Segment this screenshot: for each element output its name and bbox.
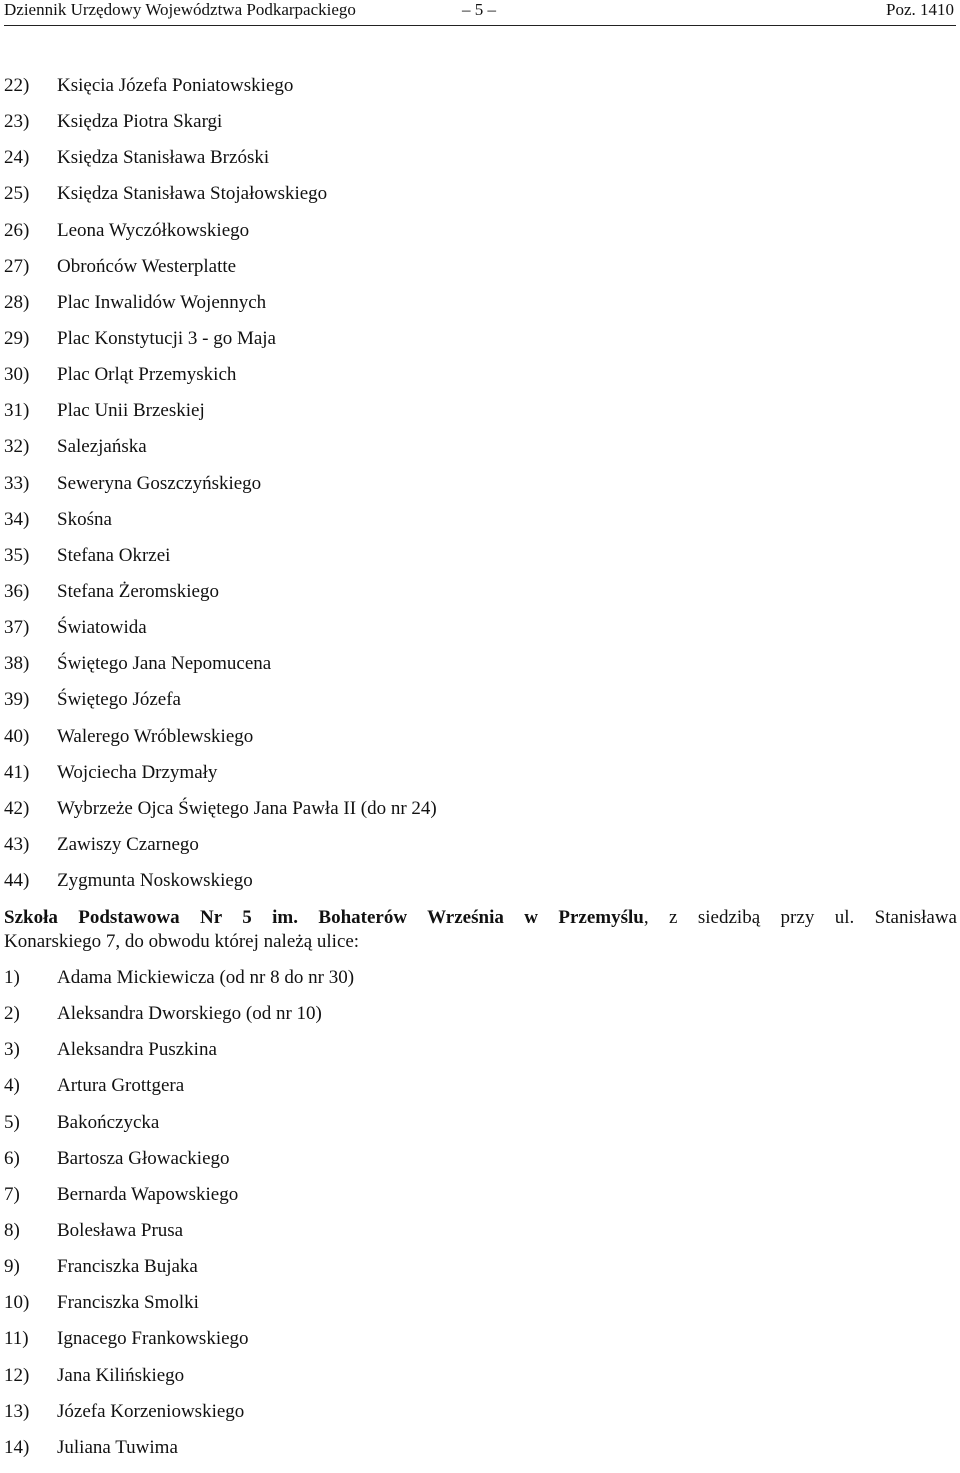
item-number: 25) [4,183,30,205]
item-number: 3) [4,1039,20,1061]
street-list-item [4,726,954,762]
street-list-item [4,1112,954,1148]
street-list-item [4,1039,954,1075]
street-name: Obrońców Westerplatte [57,255,237,277]
street-name: Księdza Stanisława Stojałowskiego [57,183,328,205]
street-name: Księdza Piotra Skargi [57,111,223,133]
street-list-item [4,870,954,906]
street-list-item [4,967,954,1003]
street-list-item [4,400,954,436]
item-number: 9) [4,1256,20,1278]
street-list-item [4,1437,954,1473]
street-list-item [4,1256,954,1292]
street-list-item [4,653,954,689]
street-list-item [4,220,954,256]
street-list-item [4,545,954,581]
item-number: 10) [4,1292,30,1314]
street-list-item [4,256,954,292]
item-number: 34) [4,508,30,530]
street-name: Aleksandra Dworskiego (od nr 10) [57,1003,322,1025]
street-name: Księdza Stanisława Brzóski [57,147,270,169]
item-number: 35) [4,544,30,566]
street-name: Franciszka Smolki [57,1292,199,1314]
street-name: Wojciecha Drzymały [57,761,218,783]
school-paragraph-line1 [4,906,957,930]
street-name: Bartosza Głowackiego [57,1147,230,1169]
street-list-item [4,1220,954,1256]
street-name: Franciszka Bujaka [57,1256,198,1278]
street-list-item [4,1365,954,1401]
item-number: 32) [4,436,30,458]
street-name: Świętego Jana Nepomucena [57,653,272,675]
street-list-item [4,364,954,400]
item-number: 24) [4,147,30,169]
street-name: Adama Mickiewicza (od nr 8 do nr 30) [57,967,355,988]
street-list-item [4,581,954,617]
street-name: Zygmunta Noskowskiego [57,870,253,892]
item-number: 44) [4,870,30,892]
street-list-item [4,147,954,183]
street-name: Juliana Tuwima [57,1436,178,1458]
item-number: 12) [4,1364,30,1386]
street-list-item [4,1292,954,1328]
street-list-item [4,834,954,870]
street-name: Bakończycka [57,1111,160,1133]
street-list-item [4,1184,954,1220]
header-divider [4,25,956,26]
street-name: Artura Grottgera [57,1075,185,1097]
street-name: Plac Konstytucji 3 - go Maja [57,327,276,349]
street-list-item [4,111,954,147]
item-number: 1) [4,967,20,988]
street-name: Zawiszy Czarnego [57,833,199,855]
street-list-item [4,473,954,509]
school-address-start: , z siedzibą przy ul. Stanisława [643,907,957,928]
street-name: Leona Wyczółkowskiego [57,219,250,241]
item-number: 29) [4,327,30,349]
item-number: 23) [4,111,30,133]
street-list-item [4,762,954,798]
item-number: 7) [4,1183,20,1205]
item-number: 8) [4,1219,20,1241]
street-list-item [4,509,954,545]
item-number: 6) [4,1147,20,1169]
street-list-item [4,292,954,328]
item-number: 5) [4,1111,20,1133]
street-name: Aleksandra Puszkina [57,1039,217,1061]
street-name: Bolesława Prusa [57,1219,184,1241]
item-number: 37) [4,617,30,639]
street-name: Światowida [57,617,147,639]
street-list-item [4,617,954,653]
item-number: 14) [4,1436,30,1458]
street-name: Walerego Wróblewskiego [57,725,254,747]
item-number: 42) [4,797,30,819]
street-list-item [4,328,954,364]
street-name: Świętego Józefa [57,689,181,711]
street-list-item [4,1401,954,1437]
street-name: Skośna [57,508,112,530]
street-list-item [4,75,954,111]
item-number: 30) [4,364,30,386]
item-number: 36) [4,580,30,602]
page-header [4,0,954,22]
street-name: Plac Orląt Przemyskich [57,364,237,386]
position-number: Poz. 1410 [886,0,954,19]
page-number: – 5 – [462,0,496,19]
journal-title: Dziennik Urzędowy Województwa Podkarpackiego [4,0,356,19]
item-number: 2) [4,1003,20,1025]
item-number: 22) [4,75,30,96]
item-number: 43) [4,833,30,855]
street-list-item [4,689,954,725]
street-list-school5 [4,967,954,1473]
street-name: Stefana Żeromskiego [57,580,219,602]
item-number: 38) [4,653,30,675]
street-list-item [4,1003,954,1039]
item-number: 11) [4,1328,29,1350]
school-address-end: Konarskiego 7, do obwodu której należą ulice: [4,931,360,952]
item-number: 39) [4,689,30,711]
street-list-item [4,1075,954,1111]
street-name: Wybrzeże Ojca Świętego Jana Pawła II (do nr 24) [57,797,437,819]
street-name: Salezjańska [57,436,147,458]
street-list-item [4,1328,954,1364]
street-list-item [4,436,954,472]
street-list-item [4,1148,954,1184]
item-number: 40) [4,725,30,747]
street-name: Księcia Józefa Poniatowskiego [57,75,294,96]
street-name: Bernarda Wapowskiego [57,1183,239,1205]
item-number: 33) [4,472,30,494]
street-name: Jana Kilińskiego [57,1364,185,1386]
street-name: Józefa Korzeniowskiego [57,1400,245,1422]
item-number: 13) [4,1400,30,1422]
street-name: Plac Inwalidów Wojennych [57,291,267,313]
item-number: 41) [4,761,30,783]
item-number: 31) [4,400,30,422]
street-name: Ignacego Frankowskiego [57,1328,249,1350]
item-number: 28) [4,291,30,313]
street-list-item [4,798,954,834]
street-list-item [4,183,954,219]
school-paragraph [4,906,957,954]
item-number: 4) [4,1075,20,1097]
street-name: Stefana Okrzei [57,544,171,566]
street-name: Seweryna Goszczyńskiego [57,472,262,494]
item-number: 27) [4,255,30,277]
school-name: Szkoła Podstawowa Nr 5 im. Bohaterów Września w Przemyślu [4,907,644,928]
item-number: 26) [4,219,30,241]
street-list-continued [4,75,954,906]
street-name: Plac Unii Brzeskiej [57,400,205,422]
